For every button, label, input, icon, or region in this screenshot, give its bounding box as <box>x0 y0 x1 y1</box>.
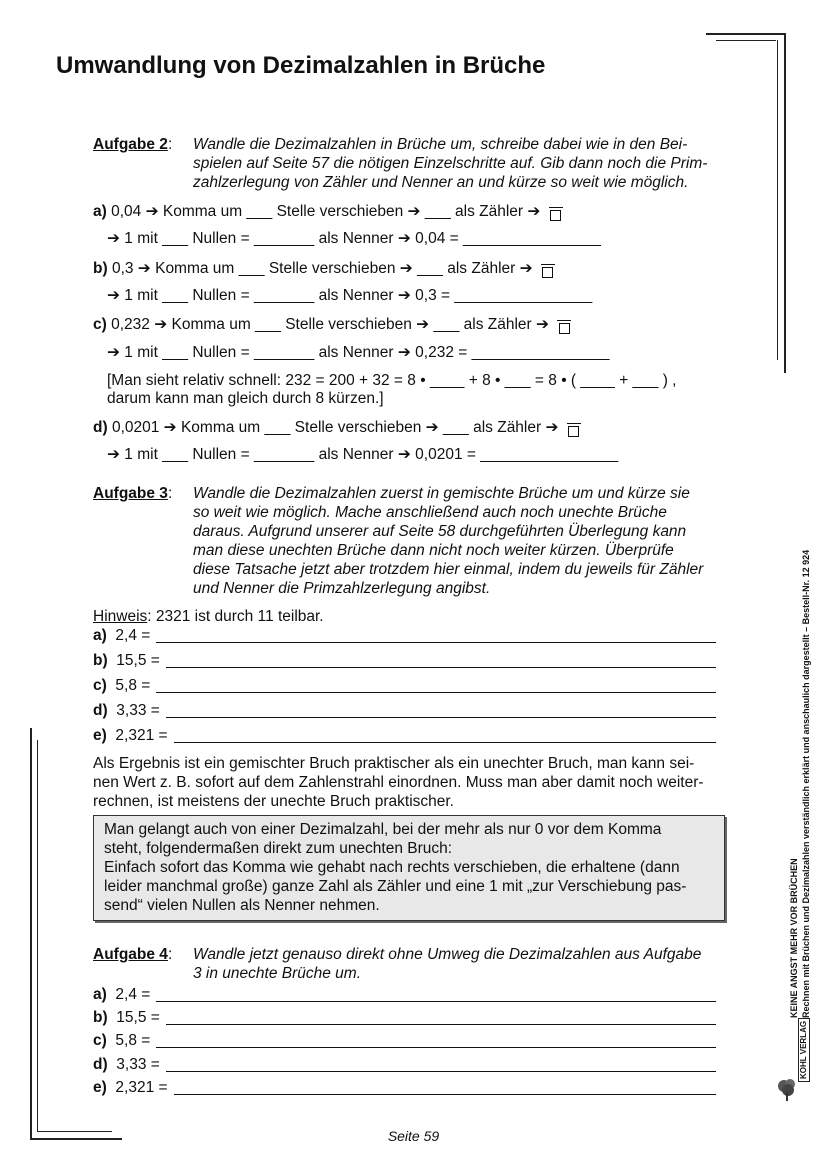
aufgabe2-item-c <box>93 315 571 334</box>
sidebar-subtitle: Rechnen mit Brüchen und Dezimalzahlen verständlich erklärt und anschaulich dargestellt – Bestell-Nr. 12 924 <box>801 549 811 1018</box>
aufgabe2-item-a <box>93 202 563 221</box>
answer-line[interactable] <box>166 667 716 668</box>
info-box-line: Einfach sofort das Komma wie gehabt nach rechts verschieben, die erhaltene (dann <box>104 859 680 876</box>
publisher-logo: KOHL VERLAG <box>798 1018 810 1082</box>
aufgabe4-item-c: c) 5,8 = <box>93 1032 151 1049</box>
info-box-line: Man gelangt auch von einer Dezimalzahl, bei der mehr als nur 0 vor dem Komma <box>104 821 662 838</box>
result-text-1: Als Ergebnis ist ein gemischter Bruch praktischer als ein unechter Bruch, man kann sei- <box>93 755 695 772</box>
answer-line[interactable] <box>166 1024 716 1025</box>
info-box-line: steht, folgendermaßen direkt zum unechten Bruch: <box>104 840 453 857</box>
aufgabe2-item-d-line2: ➔ 1 mit ___ Nullen = _______ als Nenner ➔ 0,0201 = ________________ <box>107 446 619 463</box>
page-title: Umwandlung von Dezimalzahlen in Brüche <box>56 52 546 79</box>
aufgabe2-text-1: Wandle die Dezimalzahlen in Brüche um, schreibe dabei wie in den Bei- <box>193 136 688 153</box>
aufgabe2-text-3: zahlzerlegung von Zähler und Nenner an und kürze so weit wie möglich. <box>193 174 689 191</box>
aufgabe2-item-d <box>93 418 581 437</box>
answer-line[interactable] <box>174 1094 716 1095</box>
aufgabe3-text-2: so weit wie möglich. Mache anschließend auch noch unechte Brüche <box>193 504 667 521</box>
aufgabe2-item-c-line2: ➔ 1 mit ___ Nullen = _______ als Nenner ➔ 0,232 = ________________ <box>107 344 610 361</box>
item-line1: 0,3 ➔ Komma um ___ Stelle verschieben ➔ ___ als Zähler ➔ <box>111 260 533 277</box>
aufgabe3-text-5: diese Tatsache jetzt aber trotzdem hier einmal, indem du jeweils für Zähler <box>193 561 704 578</box>
aufgabe4-text-1: Wandle jetzt genauso direkt ohne Umweg die Dezimalzahlen aus Aufgabe <box>193 946 702 963</box>
fraction-box-icon <box>549 207 563 221</box>
aufgabe3-item-b: b) 15,5 = <box>93 652 160 669</box>
item-line1: 0,232 ➔ Komma um ___ Stelle verschieben ➔ ___ als Zähler ➔ <box>111 316 549 333</box>
aufgabe2-item-b <box>93 259 555 278</box>
answer-line[interactable] <box>166 717 716 718</box>
item-letter: a) <box>93 203 107 220</box>
aufgabe3-hint: Hinweis: 2321 ist durch 11 teilbar. <box>93 608 324 625</box>
aufgabe3-label: Aufgabe 3: <box>93 485 173 502</box>
item-letter: b) <box>93 260 108 277</box>
page-number: Seite 59 <box>387 1128 440 1144</box>
aufgabe3-item-a: a) 2,4 = <box>93 627 151 644</box>
frame-left-v2 <box>37 740 38 1132</box>
fraction-box-icon <box>541 264 555 278</box>
aufgabe3-item-d: d) 3,33 = <box>93 702 160 719</box>
aufgabe2-note-1: [Man sieht relativ schnell: 232 = 200 + 32 = 8 • ____ + 8 • ___ = 8 • ( ____ + ___ ) , <box>107 372 677 389</box>
fraction-box-icon <box>567 423 581 437</box>
aufgabe3-item-e: e) 2,321 = <box>93 727 168 744</box>
item-line1: 0,0201 ➔ Komma um ___ Stelle verschieben ➔ ___ als Zähler ➔ <box>111 419 559 436</box>
aufgabe4-item-b: b) 15,5 = <box>93 1009 160 1026</box>
aufgabe4-item-e: e) 2,321 = <box>93 1079 168 1096</box>
frame-top-right-h <box>706 33 786 35</box>
aufgabe3-item-c: c) 5,8 = <box>93 677 151 694</box>
aufgabe2-label: Aufgabe 2: <box>93 136 173 153</box>
aufgabe3-text-6: und Nenner die Primzahlzerlegung angibst. <box>193 580 491 597</box>
answer-line[interactable] <box>156 692 716 693</box>
aufgabe4-text-2: 3 in unechte Brüche um. <box>193 965 362 982</box>
info-box <box>93 815 725 921</box>
aufgabe3-text-4: man diese unechten Brüche dann nicht noch weiter kürzen. Überprüfe <box>193 542 674 559</box>
aufgabe2-text-2: spielen auf Seite 57 die nötigen Einzelschritte auf. Gib dann noch die Prim- <box>193 155 708 172</box>
aufgabe3-text-1: Wandle die Dezimalzahlen zuerst in gemischte Brüche um und kürze sie <box>193 485 690 502</box>
info-box-line: leider manchmal große) ganze Zahl als Zähler und eine 1 mit „zur Verschiebung pas- <box>104 878 687 895</box>
aufgabe2-item-a-line2: ➔ 1 mit ___ Nullen = _______ als Nenner ➔ 0,04 = ________________ <box>107 230 601 247</box>
fraction-box-icon <box>557 320 571 334</box>
item-letter: c) <box>93 316 107 333</box>
answer-line[interactable] <box>156 1001 716 1002</box>
aufgabe2-note-2: darum kann man gleich durch 8 kürzen.] <box>107 390 384 407</box>
answer-line[interactable] <box>166 1071 716 1072</box>
answer-line[interactable] <box>156 1047 716 1048</box>
answer-line[interactable] <box>156 642 716 643</box>
result-text-2: nen Wert z. B. sofort auf dem Zahlenstrahl einordnen. Muss man aber damit noch weiter- <box>93 774 704 791</box>
sidebar-series-title: KEINE ANGST MEHR VOR BRÜCHEN <box>789 858 799 1018</box>
answer-line[interactable] <box>174 742 716 743</box>
frame-right-v2 <box>777 40 778 360</box>
tree-logo-icon <box>776 1076 798 1102</box>
info-box-line: send“ vielen Nullen als Nenner nehmen. <box>104 897 380 914</box>
aufgabe2-item-b-line2: ➔ 1 mit ___ Nullen = _______ als Nenner ➔ 0,3 = ________________ <box>107 287 593 304</box>
frame-left-v <box>30 728 32 1140</box>
aufgabe4-label: Aufgabe 4: <box>93 946 173 963</box>
item-letter: d) <box>93 419 108 436</box>
aufgabe4-item-a: a) 2,4 = <box>93 986 151 1003</box>
frame-top-right-h2 <box>716 40 776 41</box>
item-line1: 0,04 ➔ Komma um ___ Stelle verschieben ➔ ___ als Zähler ➔ <box>111 203 541 220</box>
frame-right-v <box>784 33 786 373</box>
aufgabe3-text-3: daraus. Aufgrund unserer auf Seite 58 durchgeführten Überlegung kann <box>193 523 687 540</box>
aufgabe4-item-d: d) 3,33 = <box>93 1056 160 1073</box>
result-text-3: rechnen, ist meistens der unechte Bruch praktischer. <box>93 793 454 810</box>
